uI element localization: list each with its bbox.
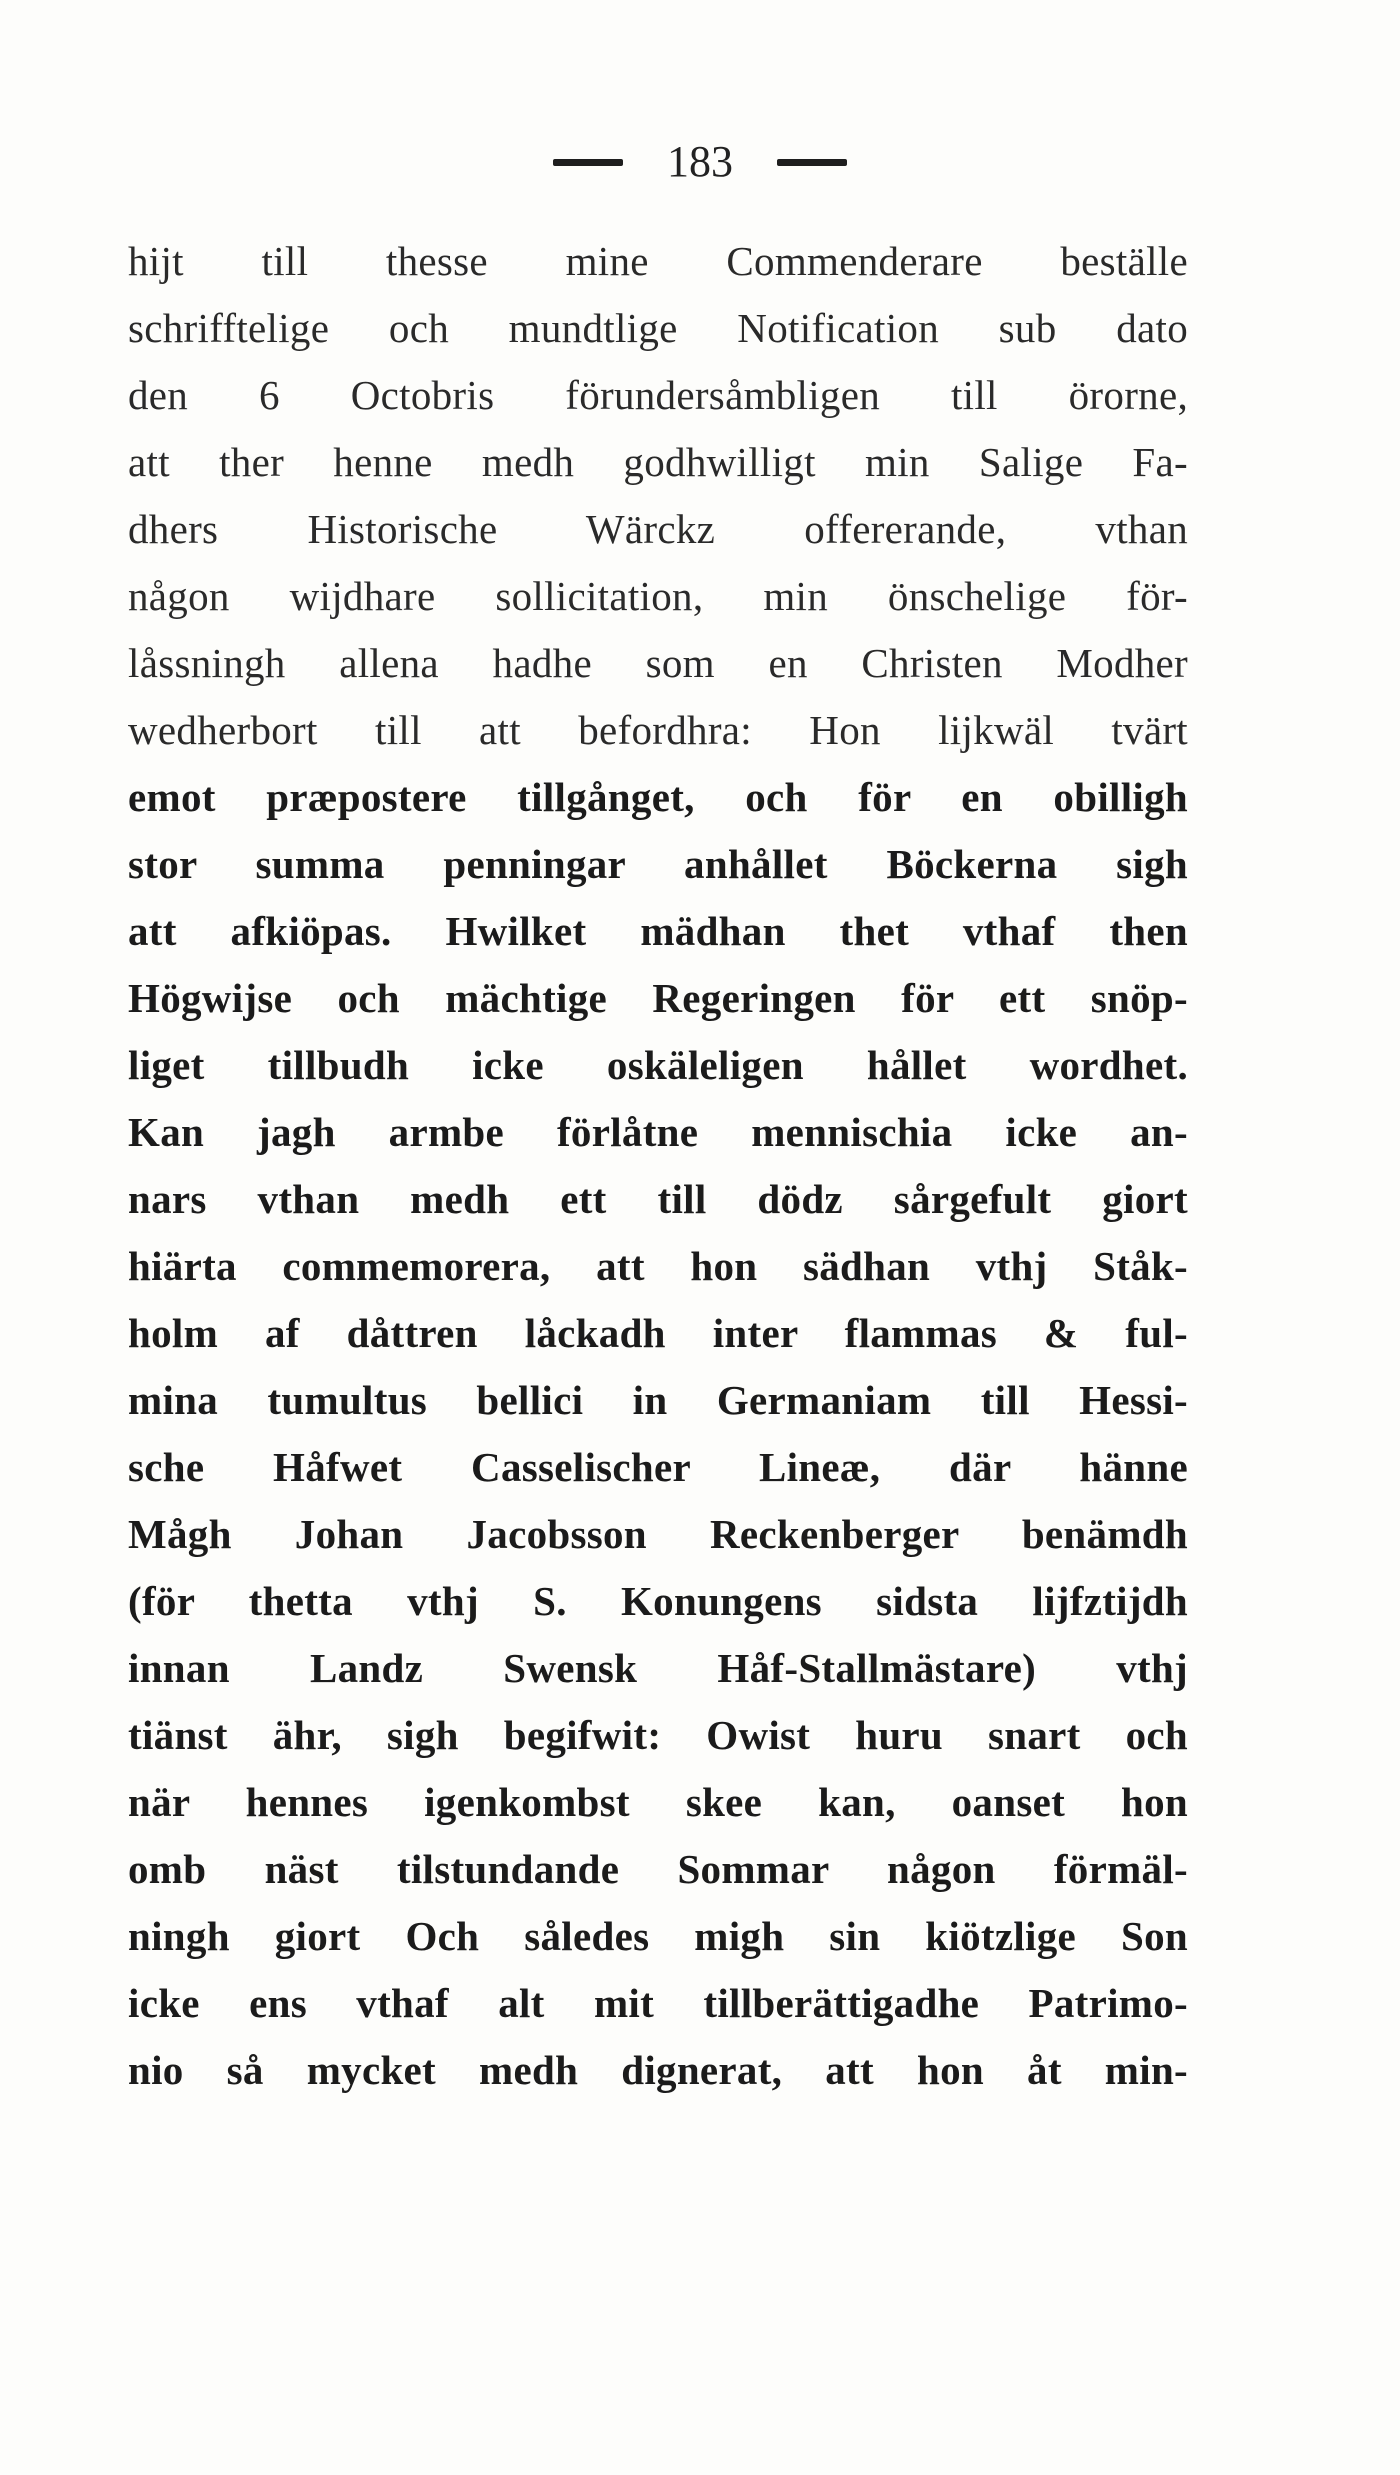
- text-line: liget tillbudh icke oskäleligen hållet wordhet.: [128, 1042, 1188, 1088]
- body-text: [128, 228, 1188, 2104]
- text-line: stor summa penningar anhållet Böckerna sigh: [128, 841, 1188, 887]
- text-line: låssningh allena hadhe som en Christen Modher: [128, 640, 1188, 686]
- text-line: holm af dåttren låckadh inter flammas & ful-: [128, 1310, 1188, 1356]
- text-line: att ther henne medh godhwilligt min Salige Fa-: [128, 439, 1188, 485]
- text-line: att afkiöpas. Hwilket mädhan thet vthaf then: [128, 908, 1188, 954]
- text-line: icke ens vthaf alt mit tillberättigadhe Patrimo-: [128, 1980, 1188, 2026]
- text-line: omb näst tilstundande Sommar någon förmäl-: [128, 1846, 1188, 1892]
- text-line: tiänst ähr, sigh begifwit: Owist huru snart och: [128, 1712, 1188, 1758]
- text-line: någon wijdhare sollicitation, min önschelige för-: [128, 573, 1188, 619]
- text-line: emot præpostere tillgånget, och för en obilligh: [128, 774, 1188, 820]
- header-dash-right: [777, 159, 847, 166]
- text-line: nio så mycket medh dignerat, att hon åt min-: [128, 2047, 1188, 2093]
- page-number: 183: [667, 137, 733, 186]
- text-line: hijt till thesse mine Commenderare beställe: [128, 238, 1188, 284]
- text-line: innan Landz Swensk Håf-Stallmästare) vthj: [128, 1645, 1188, 1691]
- header-dash-left: [553, 159, 623, 166]
- text-line: den 6 Octobris förundersåmbligen till örorne,: [128, 372, 1188, 418]
- text-line: Mågh Johan Jacobsson Reckenberger benämdh: [128, 1511, 1188, 1557]
- text-line: (för thetta vthj S. Konungens sidsta lijfztijdh: [128, 1578, 1188, 1624]
- text-line: ningh giort Och således migh sin kiötzlige Son: [128, 1913, 1188, 1959]
- text-line: när hennes igenkombst skee kan, oanset hon: [128, 1779, 1188, 1825]
- text-line: nars vthan medh ett till dödz sårgefult giort: [128, 1176, 1188, 1222]
- text-line: dhers Historische Wärckz offererande, vthan: [128, 506, 1188, 552]
- text-line: Kan jagh armbe förlåtne mennischia icke an-: [128, 1109, 1188, 1155]
- text-line: mina tumultus bellici in Germaniam till Hessi-: [128, 1377, 1188, 1423]
- text-line: wedherbort till att befordhra: Hon lijkwäl tvärt: [128, 707, 1188, 753]
- text-line: schrifftelige och mundtlige Notification sub dato: [128, 305, 1188, 351]
- text-line: hiärta commemorera, att hon sädhan vthj Ståk-: [128, 1243, 1188, 1289]
- text-line: Högwijse och mächtige Regeringen för ett snöp-: [128, 975, 1188, 1021]
- page-header: [0, 137, 1400, 186]
- text-line: sche Håfwet Casselischer Lineæ, där hänne: [128, 1444, 1188, 1490]
